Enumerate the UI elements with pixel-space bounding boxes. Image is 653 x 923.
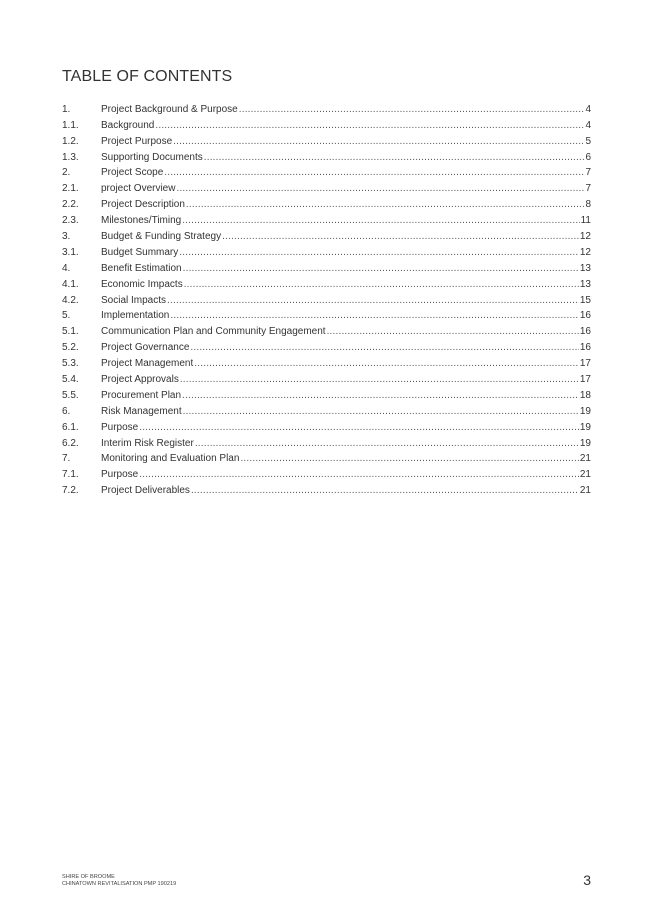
toc-entry-page: 4 [585, 103, 591, 115]
toc-entry-page: 12 [579, 246, 591, 258]
toc-entry[interactable] [62, 434, 591, 450]
toc-entry-page: 17 [579, 358, 591, 370]
toc-entry[interactable] [62, 307, 591, 323]
table-of-contents [62, 100, 591, 497]
toc-entry-title[interactable]: Budget & Funding Strategy [101, 231, 222, 243]
toc-entry-page: 19 [579, 421, 591, 433]
toc-entry-number: 5.2. [62, 342, 79, 354]
footer-organisation: SHIRE OF BROOME [62, 874, 115, 880]
toc-entry-page: 21 [579, 485, 591, 497]
toc-entry[interactable] [62, 148, 591, 164]
toc-entry-title[interactable]: Interim Risk Register [101, 437, 194, 449]
toc-entry[interactable] [62, 227, 591, 243]
toc-entry-title[interactable]: Purpose [101, 421, 139, 433]
toc-dot-leader [167, 295, 579, 307]
toc-entry-title[interactable]: Project Background & Purpose [101, 103, 238, 115]
toc-entry-title[interactable]: Project Scope [101, 167, 164, 179]
toc-entry-number: 2. [62, 167, 71, 179]
toc-entry[interactable] [62, 116, 591, 132]
toc-dot-leader [139, 469, 579, 481]
toc-entry-page: 5 [585, 135, 591, 147]
toc-entry-page: 12 [579, 231, 591, 243]
toc-entry-number: 5.4. [62, 374, 79, 386]
toc-dot-leader [204, 152, 585, 164]
toc-dot-leader [139, 422, 579, 434]
toc-entry-number: 3. [62, 231, 71, 243]
toc-entry-title[interactable]: Project Governance [101, 342, 190, 354]
toc-entry[interactable] [62, 450, 591, 466]
toc-entry-title[interactable]: Milestones/Timing [101, 215, 182, 227]
toc-entry-page: 19 [579, 437, 591, 449]
toc-entry[interactable] [62, 179, 591, 195]
page-title: TABLE OF CONTENTS [62, 68, 233, 85]
toc-entry-number: 5.3. [62, 358, 79, 370]
toc-entry-page: 7 [585, 183, 591, 195]
toc-entry-number: 1.1. [62, 119, 79, 131]
toc-entry-title[interactable]: Communication Plan and Community Engagement [101, 326, 326, 338]
toc-entry-title[interactable]: Economic Impacts [101, 278, 183, 290]
toc-entry-page: 13 [579, 262, 591, 274]
toc-entry[interactable] [62, 259, 591, 275]
toc-entry-title[interactable]: Benefit Estimation [101, 262, 182, 274]
toc-entry[interactable] [62, 481, 591, 497]
toc-entry-page: 18 [579, 389, 591, 401]
toc-entry-title[interactable]: Supporting Documents [101, 151, 203, 163]
toc-entry[interactable] [62, 370, 591, 386]
toc-entry-number: 1.2. [62, 135, 79, 147]
toc-entry[interactable] [62, 291, 591, 307]
toc-dot-leader [191, 485, 579, 497]
toc-entry-page: 13 [579, 278, 591, 290]
toc-entry-title[interactable]: Risk Management [101, 405, 182, 417]
toc-entry-title[interactable]: Purpose [101, 469, 139, 481]
toc-entry-number: 5.1. [62, 326, 79, 338]
toc-entry[interactable] [62, 402, 591, 418]
toc-dot-leader [222, 231, 579, 243]
toc-dot-leader [183, 263, 579, 275]
toc-entry[interactable] [62, 322, 591, 338]
toc-entry[interactable] [62, 195, 591, 211]
toc-entry[interactable] [62, 354, 591, 370]
toc-entry-number: 4.2. [62, 294, 79, 306]
toc-entry-number: 4.1. [62, 278, 79, 290]
toc-entry-number: 3.1. [62, 246, 79, 258]
toc-entry-page: 7 [585, 167, 591, 179]
toc-entry-page: 19 [579, 405, 591, 417]
toc-dot-leader [182, 215, 579, 227]
toc-entry-title[interactable]: Implementation [101, 310, 170, 322]
toc-dot-leader [183, 406, 579, 418]
toc-dot-leader [164, 167, 584, 179]
toc-entry-page: 16 [579, 342, 591, 354]
toc-dot-leader [170, 310, 579, 322]
toc-entry-page: 16 [579, 310, 591, 322]
toc-dot-leader [240, 453, 578, 465]
toc-dot-leader [239, 104, 585, 116]
toc-entry-page: 4 [585, 119, 591, 131]
toc-entry-title[interactable]: Project Management [101, 358, 194, 370]
toc-entry-number: 1.3. [62, 151, 79, 163]
toc-entry-title[interactable]: Project Purpose [101, 135, 173, 147]
toc-entry-page: 17 [579, 374, 591, 386]
toc-entry-page: 8 [585, 199, 591, 211]
toc-entry-number: 2.3. [62, 215, 79, 227]
toc-entry-page: 21 [579, 469, 591, 481]
toc-entry[interactable] [62, 243, 591, 259]
toc-entry-title[interactable]: Project Approvals [101, 374, 179, 386]
toc-dot-leader [182, 390, 579, 402]
toc-entry-number: 1. [62, 103, 71, 115]
toc-entry-number: 2.1. [62, 183, 79, 195]
toc-entry-title[interactable]: Project Description [101, 199, 185, 211]
toc-entry[interactable] [62, 100, 591, 116]
page-number: 3 [583, 872, 591, 888]
toc-dot-leader [186, 199, 585, 211]
toc-entry[interactable] [62, 386, 591, 402]
toc-entry-number: 7. [62, 453, 71, 465]
toc-entry-number: 7.2. [62, 485, 79, 497]
toc-entry-number: 2.2. [62, 199, 79, 211]
toc-dot-leader [155, 120, 584, 132]
toc-dot-leader [173, 136, 584, 148]
toc-entry-title[interactable]: Background [101, 119, 155, 131]
toc-dot-leader [180, 374, 579, 386]
toc-dot-leader [190, 342, 578, 354]
toc-entry-title[interactable]: Project Deliverables [101, 485, 190, 497]
toc-entry-title[interactable]: project Overview [101, 183, 176, 195]
toc-entry[interactable] [62, 132, 591, 148]
toc-entry-title[interactable]: Procurement Plan [101, 389, 182, 401]
toc-dot-leader [327, 326, 579, 338]
toc-entry[interactable] [62, 338, 591, 354]
toc-entry-page: 21 [579, 453, 591, 465]
toc-entry-number: 6. [62, 405, 71, 417]
toc-entry-page: 15 [579, 294, 591, 306]
toc-entry[interactable] [62, 164, 591, 180]
footer [62, 874, 176, 888]
toc-entry[interactable] [62, 275, 591, 291]
toc-entry-number: 5. [62, 310, 71, 322]
toc-entry-page: 16 [579, 326, 591, 338]
toc-entry[interactable] [62, 418, 591, 434]
footer-document-reference: CHINATOWN REVITALISATION PMP 190219 [62, 881, 177, 887]
toc-dot-leader [195, 438, 579, 450]
toc-entry[interactable] [62, 465, 591, 481]
toc-entry[interactable] [62, 211, 591, 227]
toc-entry-number: 5.5. [62, 389, 79, 401]
toc-entry-number: 4. [62, 262, 71, 274]
toc-entry-page: 11 [580, 215, 591, 227]
toc-entry-title[interactable]: Social Impacts [101, 294, 167, 306]
toc-entry-title[interactable]: Budget Summary [101, 246, 179, 258]
toc-dot-leader [194, 358, 579, 370]
toc-dot-leader [184, 279, 579, 291]
toc-entry-title[interactable]: Monitoring and Evaluation Plan [101, 453, 240, 465]
toc-entry-number: 6.2. [62, 437, 79, 449]
toc-dot-leader [179, 247, 579, 259]
toc-dot-leader [176, 183, 584, 195]
toc-entry-number: 6.1. [62, 421, 79, 433]
toc-entry-page: 6 [585, 151, 591, 163]
toc-entry-number: 7.1. [62, 469, 79, 481]
